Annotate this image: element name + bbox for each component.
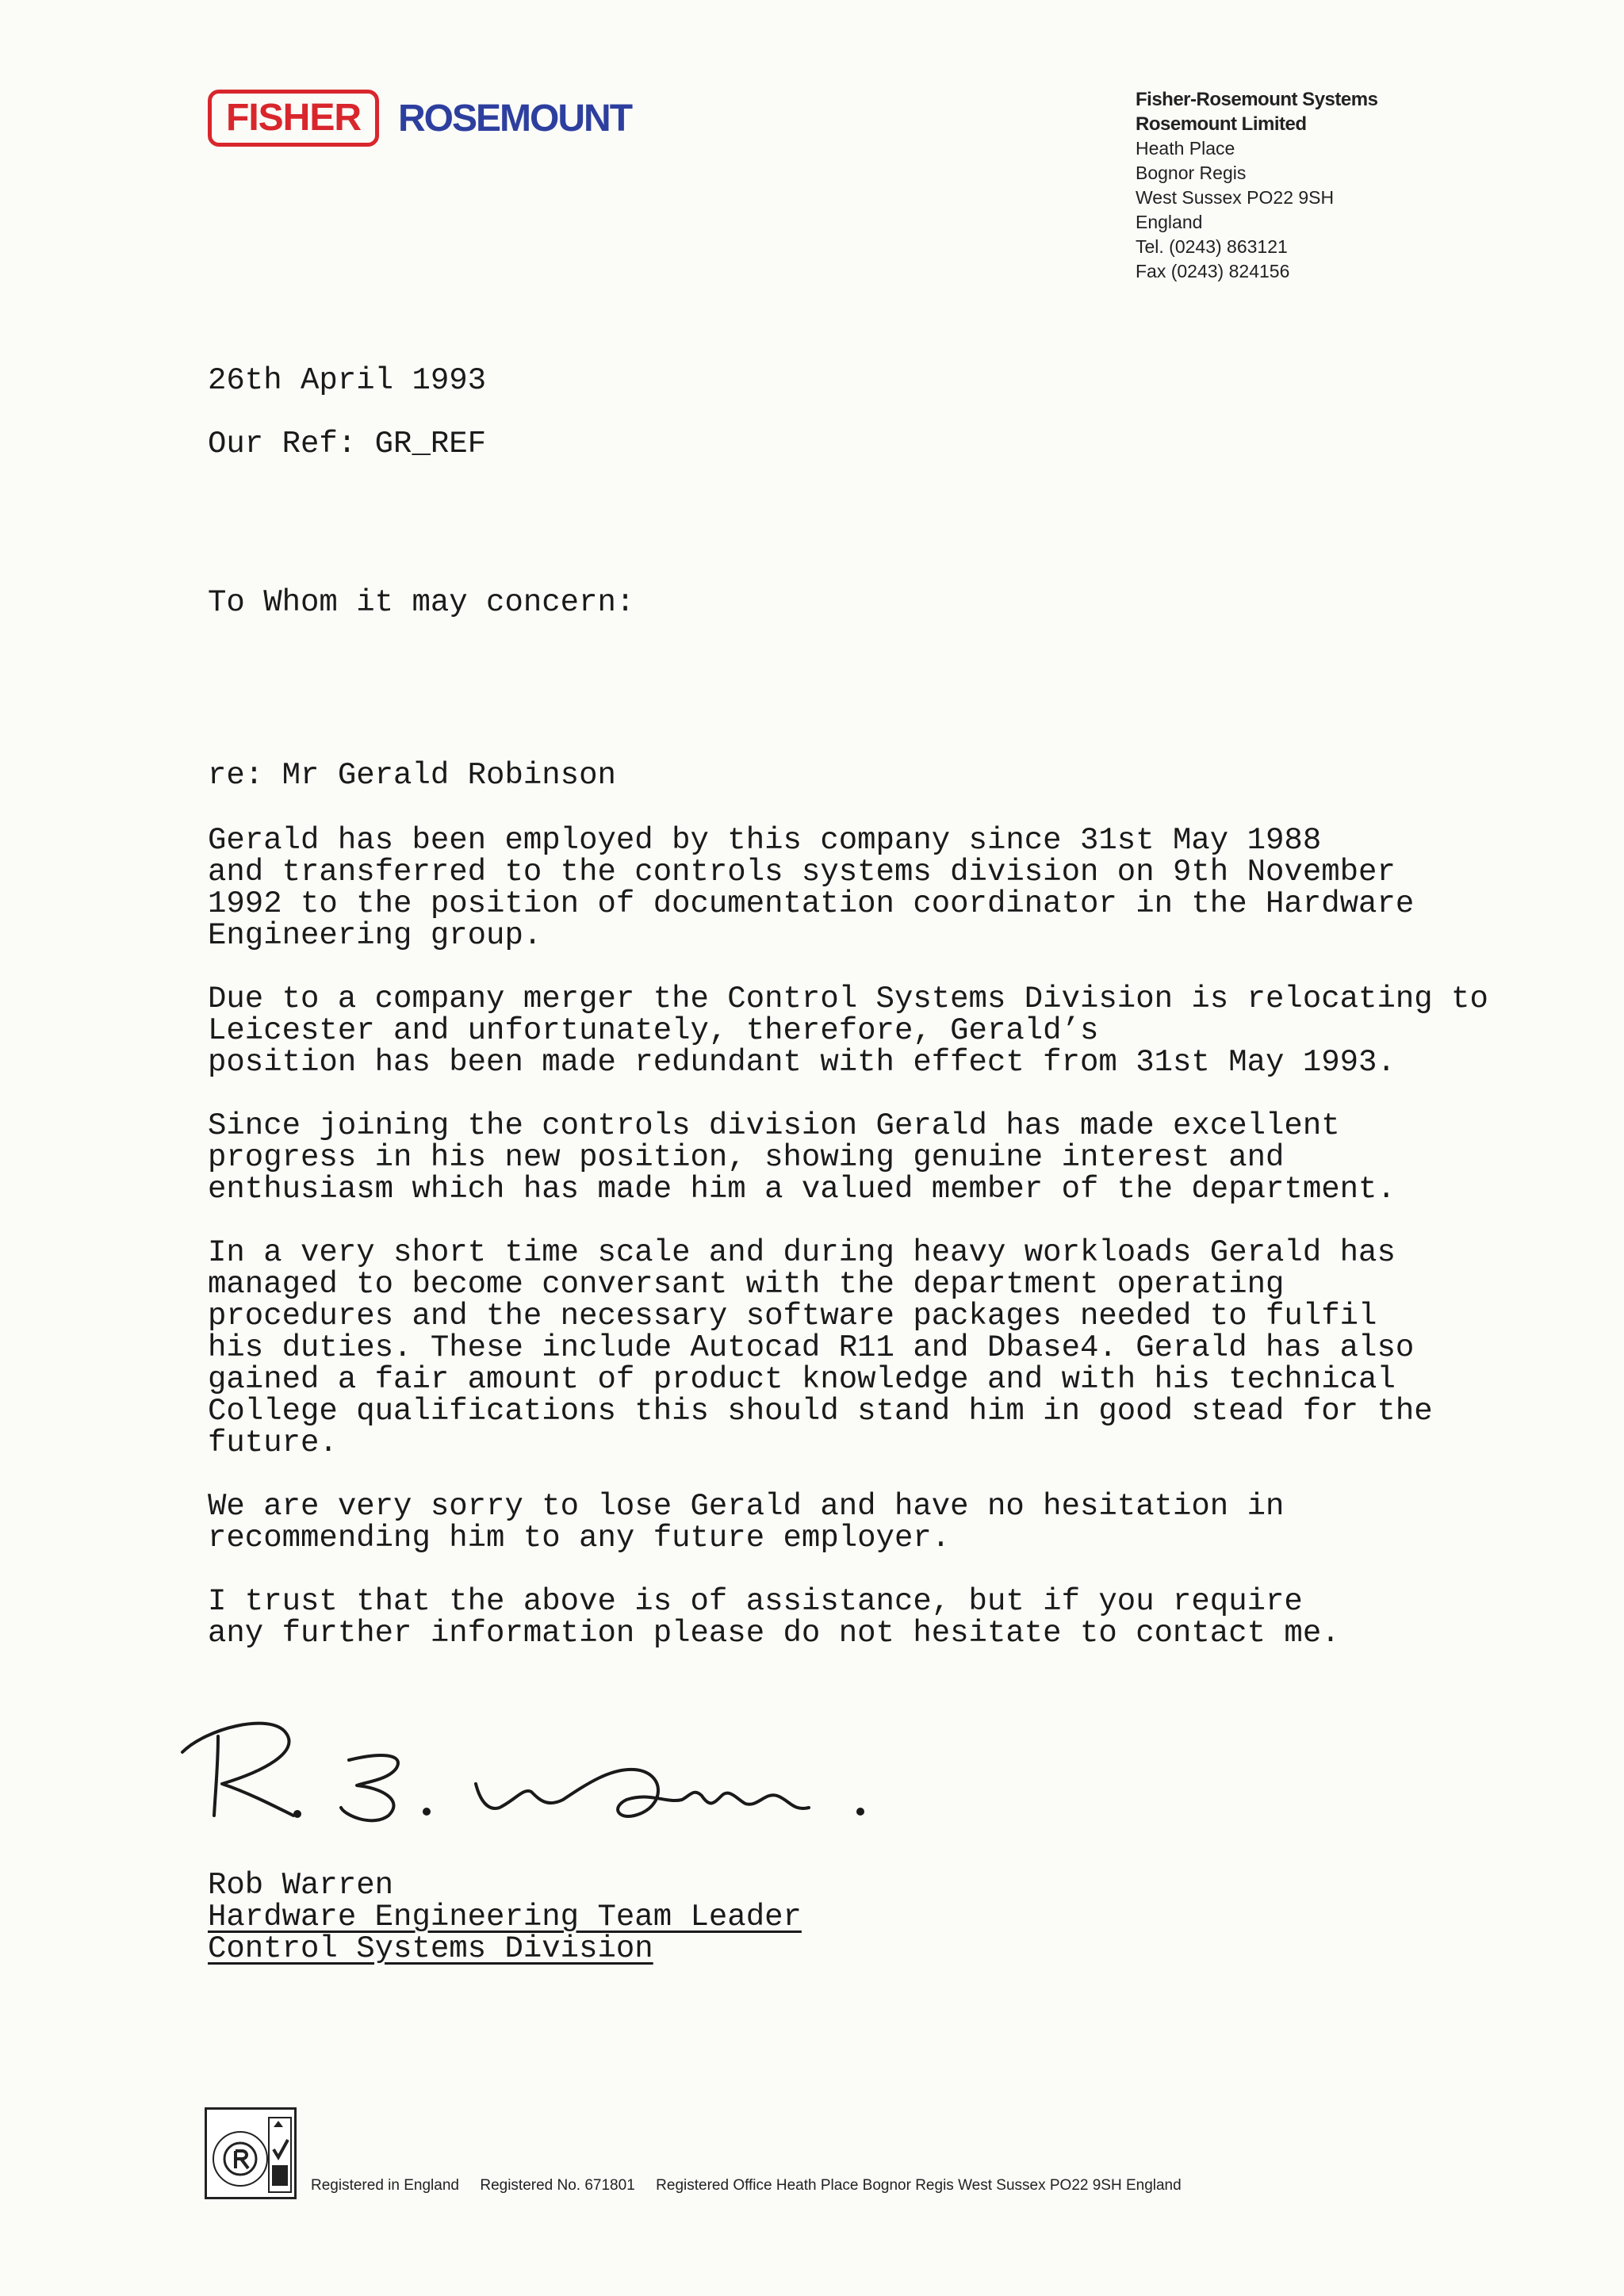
signer-division: Control Systems Division: [208, 1931, 653, 1966]
address-line: Rosemount Limited: [1136, 113, 1307, 135]
address-line: Fisher-Rosemount Systems: [1136, 89, 1378, 110]
paragraph-line: I trust that the above is of assistance, but if you require: [208, 1584, 1303, 1619]
company-address: [1136, 87, 1377, 284]
paragraph-line: progress in his new position, showing genuine interest and: [208, 1140, 1285, 1175]
signer-title: Hardware Engineering Team Leader: [208, 1900, 802, 1934]
rosemount-logo: ROSEMOUNT: [398, 97, 632, 140]
paragraph: [208, 1237, 1588, 1459]
paragraph: [208, 1490, 1588, 1554]
paragraph-line: gained a fair amount of product knowledge and with his technical: [208, 1362, 1396, 1397]
address-line: Bognor Regis: [1136, 163, 1247, 183]
company-logo: [208, 87, 631, 149]
paragraph-line: recommending him to any future employer.: [208, 1521, 951, 1556]
address-line: West Sussex PO22 9SH: [1136, 187, 1335, 208]
handwritten-signature: [174, 1697, 888, 1847]
address-line: England: [1136, 212, 1203, 232]
address-line: Heath Place: [1136, 138, 1235, 159]
paragraph-line: any further information please do not hesitate to contact me.: [208, 1616, 1340, 1651]
address-line: Fax (0243) 824156: [1136, 261, 1290, 281]
paragraph-line: enthusiasm which has made him a valued member of the department.: [208, 1172, 1396, 1207]
paragraph-line: Engineering group.: [208, 918, 542, 953]
paragraph-line: Since joining the controls division Gerald has made excellent: [208, 1108, 1340, 1143]
paragraph: [208, 1110, 1588, 1205]
subject-line: re: Mr Gerald Robinson: [208, 758, 616, 793]
footer: [205, 2107, 1182, 2199]
paragraph-line: Due to a company merger the Control Systems Division is relocating to: [208, 982, 1488, 1016]
signer-block: [208, 1869, 802, 1965]
paragraph-line: Leicester and unfortunately, therefore, Gerald’s: [208, 1013, 1099, 1048]
paragraph: [208, 825, 1588, 951]
paragraph-line: future.: [208, 1425, 338, 1460]
paragraph-line: We are very sorry to lose Gerald and have no hesitation in: [208, 1489, 1285, 1524]
paragraph-line: Gerald has been employed by this company since 31st May 1988: [208, 823, 1322, 858]
paragraph-line: position has been made redundant with effect from 31st May 1993.: [208, 1045, 1396, 1080]
letter-reference: Our Ref: GR_REF: [208, 427, 487, 461]
paragraph: [208, 1586, 1588, 1649]
paragraph-line: 1992 to the position of documentation coordinator in the Hardware: [208, 886, 1415, 921]
paragraph-line: College qualifications this should stand him in good stead for the: [208, 1394, 1433, 1429]
quality-seal-icon: [207, 2110, 294, 2197]
footer-registration: Registered in England Registered No. 671801 Registered Office Heath Place Bognor Regis West Sussex PO22 9SH England: [311, 2177, 1182, 2194]
letter-body: [208, 365, 1588, 1649]
salutation: To Whom it may concern:: [208, 585, 635, 620]
paragraph-line: and transferred to the controls systems division on 9th November: [208, 855, 1396, 890]
fisher-logo: FISHER: [208, 90, 379, 147]
address-line: Tel. (0243) 863121: [1136, 236, 1288, 257]
quality-badge: [205, 2107, 297, 2199]
paragraph-line: managed to become conversant with the department operating: [208, 1267, 1285, 1302]
paragraph: [208, 983, 1588, 1078]
signer-name: Rob Warren: [208, 1868, 394, 1903]
paragraph-line: In a very short time scale and during heavy workloads Gerald has: [208, 1235, 1396, 1270]
paragraph-line: procedures and the necessary software packages needed to fulfil: [208, 1299, 1377, 1334]
letter-date: 26th April 1993: [208, 363, 487, 398]
paragraph-line: his duties. These include Autocad R11 and Dbase4. Gerald has also: [208, 1330, 1415, 1365]
